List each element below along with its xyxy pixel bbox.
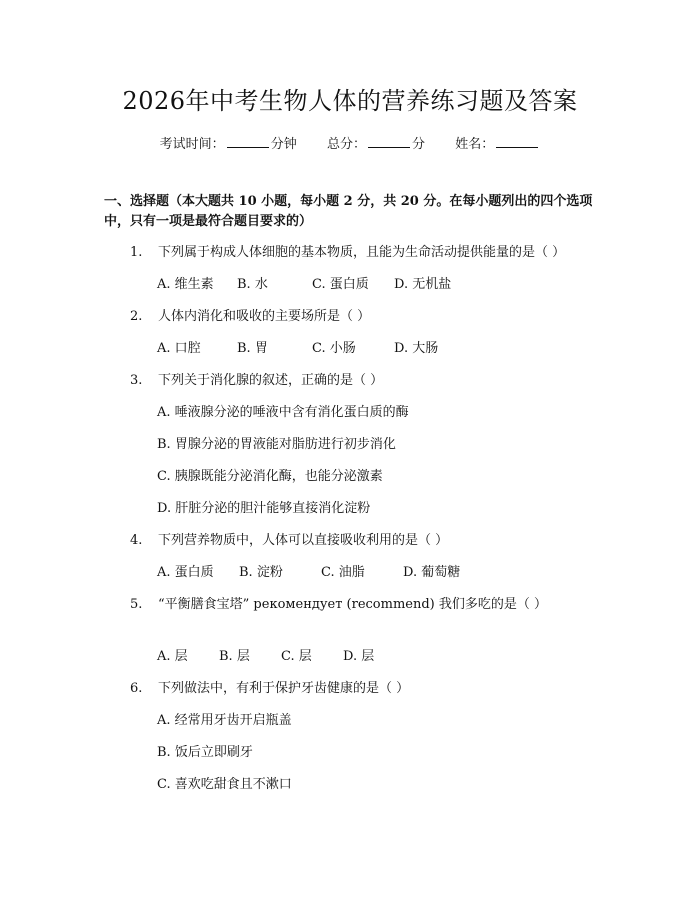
time-unit: 分钟	[270, 137, 297, 152]
question-2-options	[157, 339, 438, 359]
option-a: A. 蛋白质	[157, 565, 214, 580]
option-b: B. 胃腺分泌的胃液能对脂肪进行初步消化	[157, 437, 396, 452]
option-c: C. 油脂	[321, 565, 365, 580]
option-c: C. 喜欢吃甜食且不漱口	[157, 777, 292, 792]
option-b: B. 胃	[237, 341, 268, 356]
question-number: 4.	[130, 533, 143, 548]
question-2	[130, 307, 600, 327]
option-d: D. 葡萄糖	[403, 565, 461, 580]
option-b: B. 饭后立即刷牙	[157, 745, 253, 760]
option-a: A. 唾液腺分泌的唾液中含有消化蛋白质的酶	[157, 405, 409, 420]
question-1	[130, 243, 600, 263]
option-d: D. 层	[343, 649, 375, 664]
question-text: 下列属于构成人体细胞的基本物质，且能为生命活动提供能量的是（ ）	[158, 245, 566, 260]
question-number: 2.	[130, 309, 143, 324]
name-blank	[496, 135, 538, 148]
question-text: 下列做法中，有利于保护牙齿健康的是（ ）	[158, 681, 410, 696]
option-c: C. 蛋白质	[312, 277, 369, 292]
page-title: 2026年中考生物人体的营养练习题及答案	[122, 87, 578, 115]
option-b: B. 层	[219, 649, 250, 664]
option-c: C. 胰腺既能分泌消化酶，也能分泌激素	[157, 469, 383, 484]
time-label: 考试时间：	[159, 137, 225, 152]
question-1-options	[157, 275, 451, 295]
question-number: 3.	[130, 373, 143, 388]
section-heading: 一、选择题（本大题共 10 小题，每小题 2 分，共 20 分。在每小题列出的四个选项中，只有一项是最符合题目要求的）	[104, 194, 593, 229]
name-label: 姓名：	[455, 137, 495, 152]
question-3	[130, 371, 600, 391]
option-c: C. 层	[281, 649, 312, 664]
score-blank	[368, 135, 410, 148]
question-number: 1.	[130, 245, 143, 260]
score-label: 总分：	[326, 137, 366, 152]
option-d: D. 大肠	[394, 341, 439, 356]
option-b: B. 淀粉	[239, 565, 283, 580]
time-blank	[227, 135, 269, 148]
question-number: 5.	[130, 597, 143, 612]
question-6	[130, 679, 600, 699]
question-4-options	[157, 563, 460, 583]
option-d: D. 肝脏分泌的胆汁能够直接消化淀粉	[157, 501, 371, 516]
option-a: A. 维生素	[157, 277, 214, 292]
question-4	[130, 531, 600, 551]
question-text: 下列营养物质中，人体可以直接吸收利用的是（ ）	[158, 533, 449, 548]
question-number: 6.	[130, 681, 143, 696]
option-a: A. 层	[157, 649, 188, 664]
question-text: 下列关于消化腺的叙述，正确的是（ ）	[158, 373, 384, 388]
option-a: A. 口腔	[157, 341, 201, 356]
question-5-options	[157, 647, 374, 667]
option-b: B. 水	[237, 277, 268, 292]
exam-info-line	[0, 135, 700, 154]
option-a: A. 经常用牙齿开启瓶盖	[157, 713, 292, 728]
option-c: C. 小肠	[312, 341, 356, 356]
score-unit: 分	[412, 137, 426, 152]
question-5	[104, 593, 600, 617]
question-text: 人体内消化和吸收的主要场所是（ ）	[158, 309, 371, 324]
question-text: “平衡膳食宝塔” рекомендует (recommend) 我们多吃的是（ ）	[158, 597, 547, 612]
option-d: D. 无机盐	[394, 277, 452, 292]
